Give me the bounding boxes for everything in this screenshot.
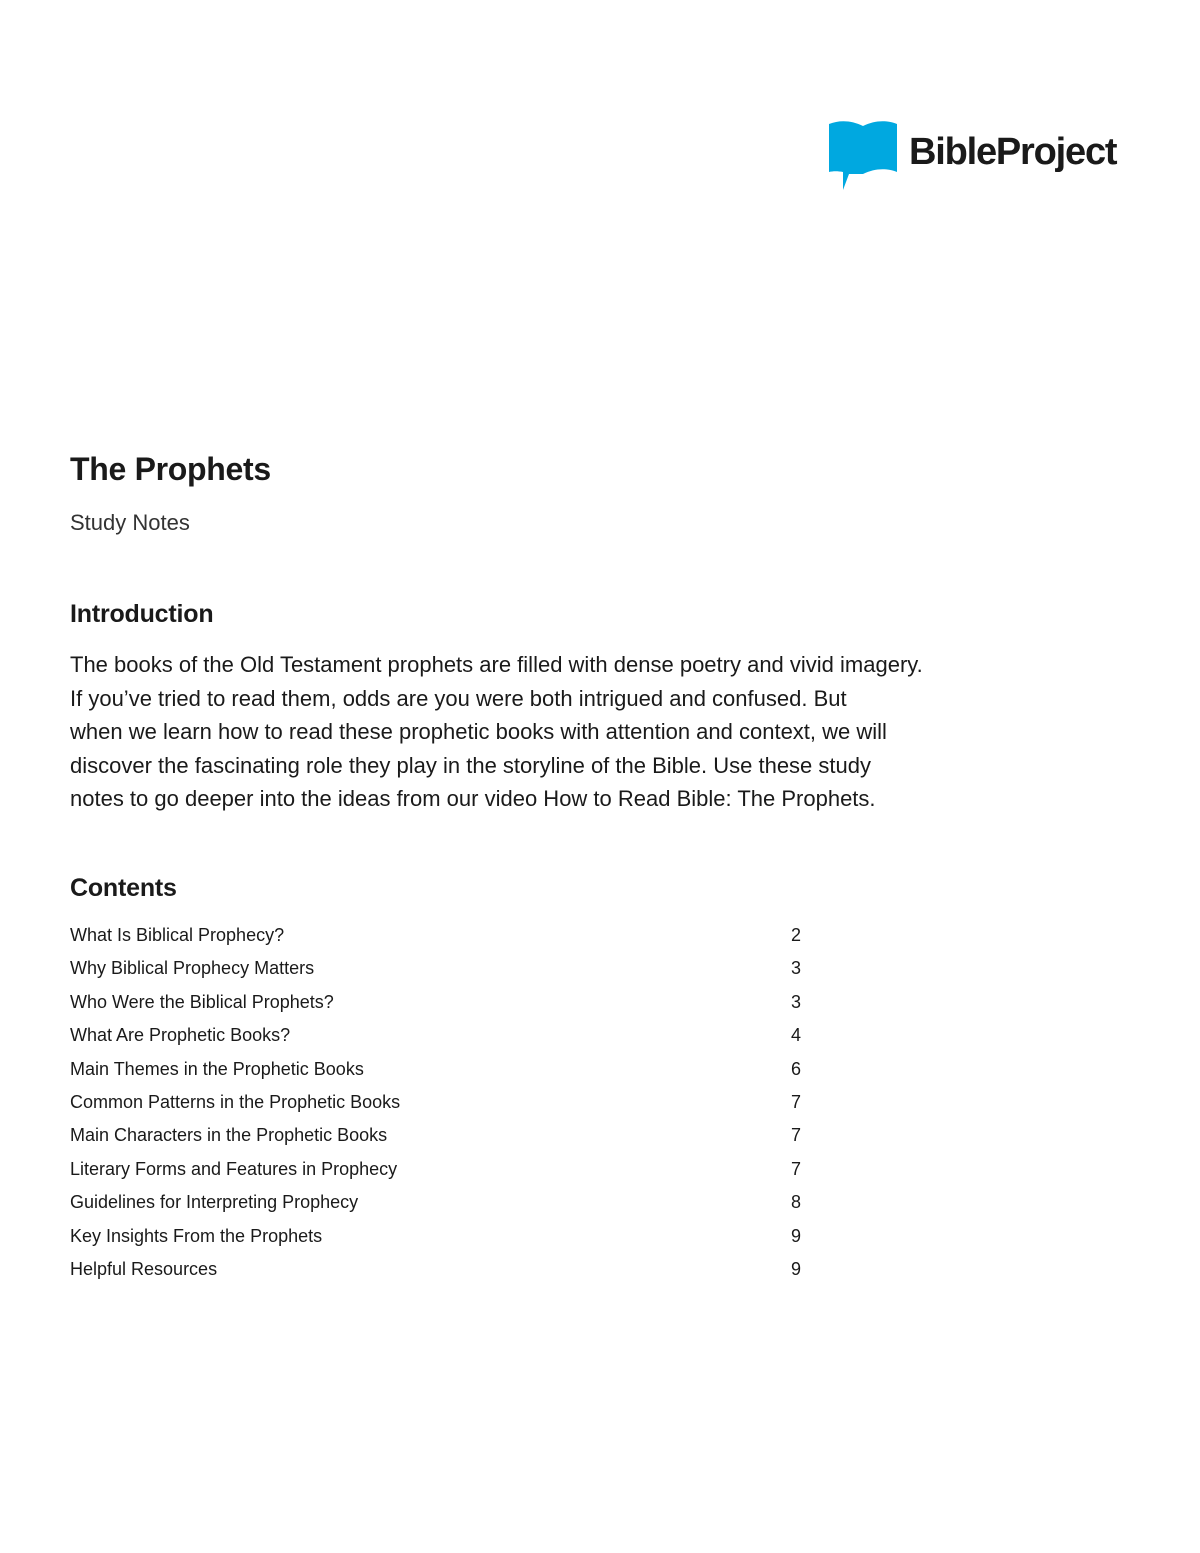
toc-entry-page: 3 bbox=[790, 991, 801, 1012]
toc-entry-label: Main Characters in the Prophetic Books bbox=[70, 1125, 388, 1146]
toc-entry-label: Common Patterns in the Prophetic Books bbox=[70, 1091, 401, 1112]
toc-entry[interactable] bbox=[70, 1188, 810, 1221]
intro-line: when we learn how to read these prophetic books with attention and context, we will bbox=[70, 719, 887, 744]
toc-entry[interactable] bbox=[70, 1055, 810, 1088]
toc-entry-label: Guidelines for Interpreting Prophecy bbox=[70, 1192, 359, 1213]
toc-entry-page: 3 bbox=[790, 958, 801, 979]
open-book-flag-icon bbox=[829, 120, 897, 190]
contents-heading: Contents bbox=[70, 874, 177, 902]
bibleproject-logo bbox=[829, 120, 1116, 190]
toc-entry-page: 2 bbox=[790, 925, 801, 945]
table-of-contents bbox=[70, 921, 810, 1288]
toc-entry-page: 6 bbox=[790, 1058, 801, 1079]
toc-entry-page: 7 bbox=[790, 1125, 801, 1146]
document-title: The Prophets bbox=[70, 451, 271, 487]
intro-line: If you’ve tried to read them, odds are you were both intrigued and confused. But bbox=[70, 685, 847, 711]
toc-entry-page: 7 bbox=[790, 1091, 801, 1112]
toc-entry-label: What Is Biblical Prophecy? bbox=[70, 925, 285, 945]
toc-entry[interactable] bbox=[70, 1088, 810, 1121]
toc-entry-label: Who Were the Biblical Prophets? bbox=[70, 991, 334, 1012]
brand-wordmark: BibleProject bbox=[909, 131, 1117, 173]
toc-entry-page: 4 bbox=[790, 1025, 801, 1046]
toc-entry-label: Literary Forms and Features in Prophecy bbox=[70, 1158, 398, 1179]
intro-line: notes to go deeper into the ideas from our video How to Read Bible: The Prophets. bbox=[70, 786, 876, 811]
toc-entry[interactable] bbox=[70, 1021, 810, 1054]
toc-entry[interactable] bbox=[70, 988, 810, 1021]
toc-entry-label: Helpful Resources bbox=[70, 1258, 218, 1279]
toc-entry-label: Main Themes in the Prophetic Books bbox=[70, 1058, 364, 1079]
toc-entry-page: 7 bbox=[790, 1158, 801, 1179]
toc-entry-page: 9 bbox=[790, 1258, 801, 1279]
toc-entry[interactable] bbox=[70, 1155, 810, 1188]
intro-line: The books of the Old Testament prophets are filled with dense poetry and vivid imagery. bbox=[70, 652, 923, 677]
intro-line: discover the fascinating role they play in the storyline of the Bible. Use these study bbox=[70, 752, 871, 778]
toc-entry[interactable] bbox=[70, 1255, 810, 1288]
document-subtitle: Study Notes bbox=[70, 510, 190, 535]
toc-entry-page: 8 bbox=[790, 1192, 801, 1213]
toc-entry[interactable] bbox=[70, 1222, 810, 1255]
toc-entry[interactable] bbox=[70, 954, 810, 987]
toc-entry[interactable] bbox=[70, 1121, 810, 1154]
introduction-paragraph bbox=[70, 648, 1050, 816]
introduction-heading: Introduction bbox=[70, 600, 214, 628]
toc-entry-label: What Are Prophetic Books? bbox=[70, 1025, 291, 1046]
toc-entry-label: Why Biblical Prophecy Matters bbox=[70, 958, 315, 979]
toc-entry-label: Key Insights From the Prophets bbox=[70, 1225, 323, 1246]
toc-entry[interactable] bbox=[70, 921, 810, 954]
toc-entry-page: 9 bbox=[790, 1225, 801, 1246]
